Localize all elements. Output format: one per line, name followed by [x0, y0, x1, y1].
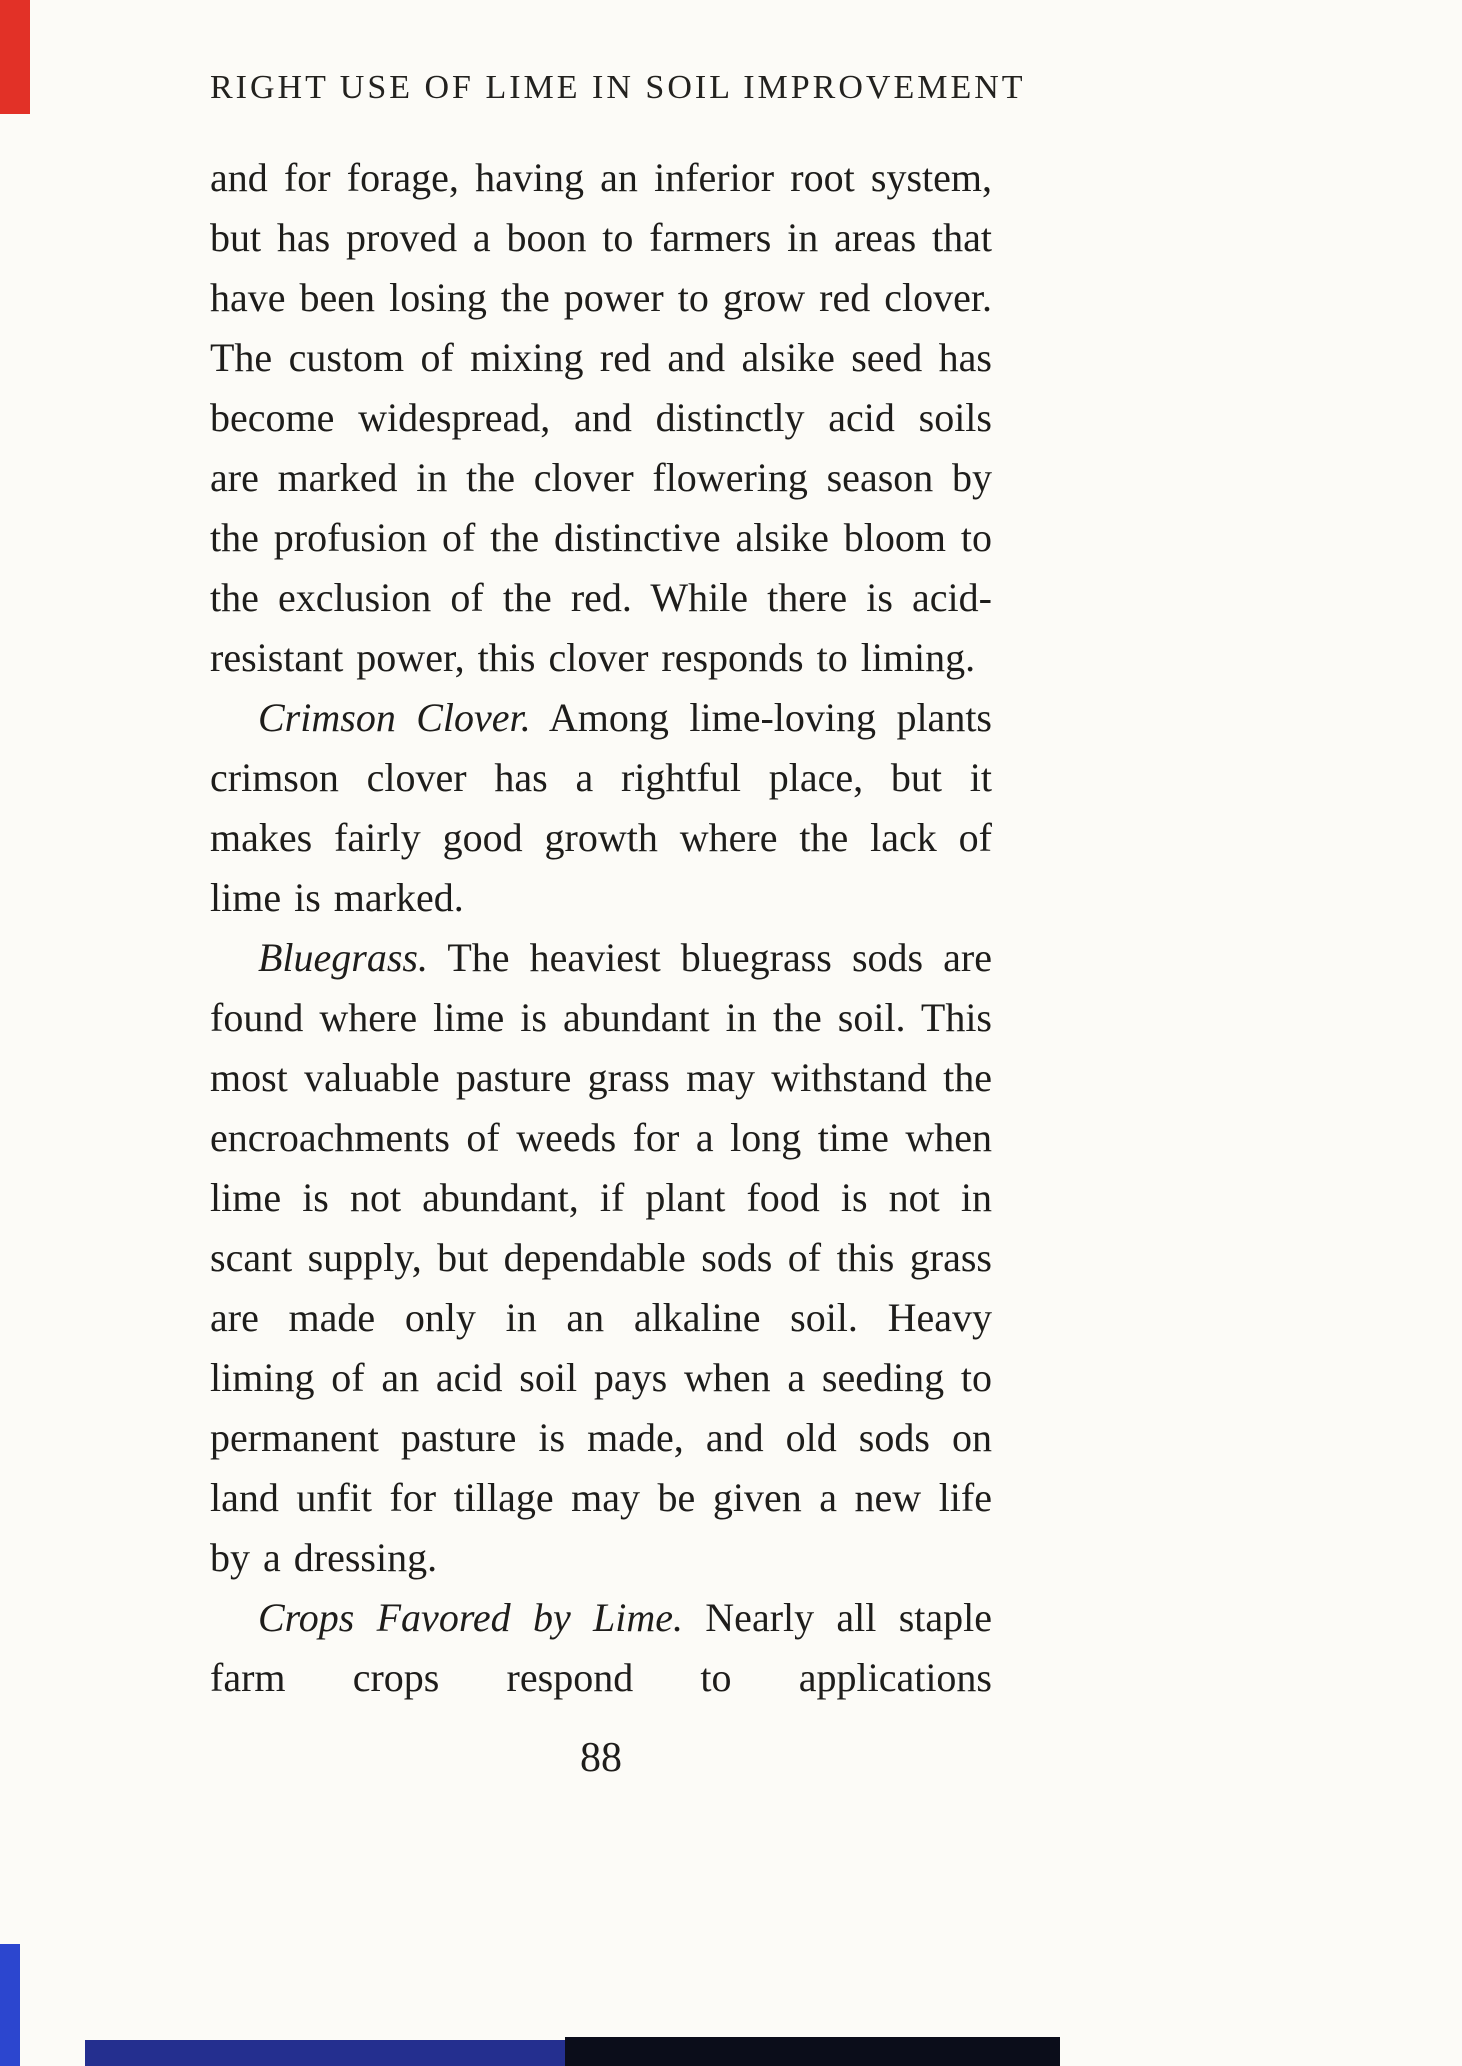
paragraph-bluegrass [210, 928, 992, 1588]
paragraph-lead: Bluegrass. [258, 935, 428, 980]
scan-artifact-red-strip [0, 0, 30, 114]
scan-artifact-bottom-band-blue [85, 2040, 565, 2066]
paragraph-text: Among lime-loving plants crimson clover has a rightful place, but it makes fairly good growth where the lack of lime is marked. [210, 695, 992, 920]
paragraph-crimson-clover [210, 688, 992, 928]
scan-artifact-bottom-band-black [565, 2037, 1060, 2066]
running-header: RIGHT USE OF LIME IN SOIL IMPROVEMENT [210, 69, 1026, 106]
paragraph-lead: Crimson Clover. [258, 695, 531, 740]
paragraph-text: Nearly all staple farm crops respond to applications [210, 1595, 992, 1700]
page-number: 88 [580, 1735, 622, 1781]
scan-artifact-blue-strip [0, 1944, 20, 2066]
text-block [210, 66, 1026, 1782]
paragraph-lead: Crops Favored by Lime. [258, 1595, 683, 1640]
paragraph-text: and for forage, having an inferior root system, but has proved a boon to farmers in areas that have been losing the power to grow red clover. The custom of mixing red and alsike seed has become widespread, and distinctly acid soils are marked in the clover flowering season by the profusion of the distinctive alsike bloom to the exclusion of the red. While there is acid-resistant power, this clover responds to liming. [210, 155, 992, 680]
paragraph-continuation [210, 148, 992, 688]
paragraph-text: The heaviest bluegrass sods are found where lime is abundant in the soil. This most valuable pasture grass may withstand the encroachments of weeds for a long time when lime is not abundant, if plant food is not in scant supply, but dependable sods of this grass are made only in an alkaline soil. Heavy liming of an acid soil pays when a seeding to permanent pasture is made, and old sods on land unfit for tillage may be given a new life by a dressing. [210, 935, 993, 1580]
paragraph-crops-favored [210, 1588, 992, 1708]
